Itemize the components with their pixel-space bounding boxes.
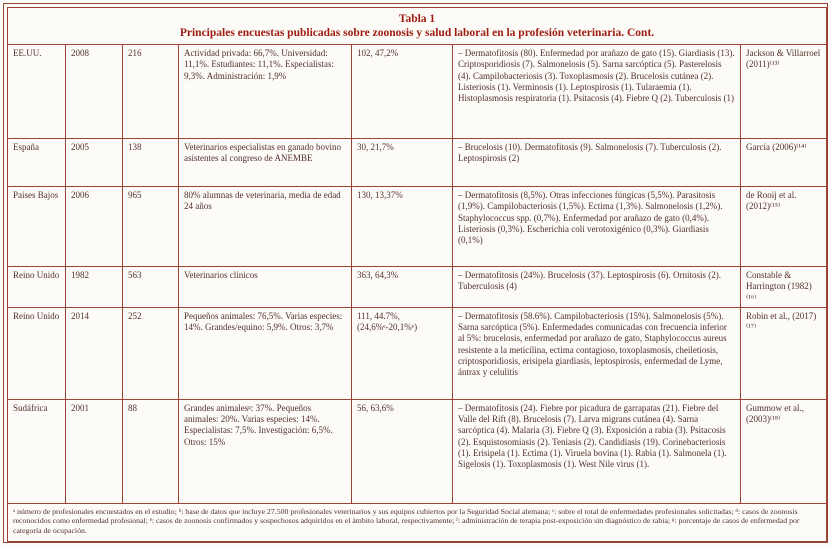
cell-n: 965 [123, 187, 179, 267]
cell-response: 30, 21,7% [352, 139, 453, 187]
table-number: Tabla 1 [398, 13, 436, 25]
zoonosis-survey-table [7, 7, 827, 542]
cell-reference: García (2006)⁽¹⁴⁾ [741, 139, 827, 187]
cell-response: 111, 44.7%, (24,6%ᵉ-20,1%ᵉ) [352, 307, 453, 399]
cell-reference: Jackson & Villarroel (2011)⁽¹³⁾ [741, 45, 827, 139]
cell-reference: Robin et al., (2017)⁽¹⁷⁾ [741, 307, 827, 399]
cell-response: 130, 13,37% [352, 187, 453, 267]
table-row [8, 307, 827, 399]
table-title-block [8, 8, 827, 45]
cell-reference: de Rooij et al. (2012)⁽¹⁵⁾ [741, 187, 827, 267]
cell-response: 56, 63,6% [352, 399, 453, 503]
cell-sample: 80% alumnas de veterinaria, media de edad 24 años [179, 187, 352, 267]
cell-findings: – Dermatofitosis (8,5%). Otras infecciones fúngicas (5,5%). Parasitosis (1,9%). Campilobacteriosis (1,5%). Ectima (1,3%). Salmonelosis (1,2%). Staphylococcus spp. (0,7%). Enfermedad por arañazo de gato (0,4%). Listeriosis (0,3%). Escherichia coli verotoxigénico (0,3%). Giardiasis (0,1%) [453, 187, 741, 267]
cell-findings: – Dermatofitosis (24). Fiebre por picadura de garrapatas (21). Fiebre del Valle del Rift (8). Brucelosis (7). Larva migrans cutánea (4). Sarna sarcóptica (4). Malaria (3). Fiebre Q (3). Exposición a rabia (3). Psitacosis (2). Esquistosomiasis (2). Teniasis (2). Candidiasis (19). Corinebacteriosis (1). Erisipela (1). Ectima (1). Viruela bovina (1). Rabia (1). Salmonela (1). Sigelosis (1). Toxoplasmosis (1). West Nile virus (1). [453, 399, 741, 503]
cell-n: 252 [123, 307, 179, 399]
cell-n: 88 [123, 399, 179, 503]
cell-sample: Veterinarios clínicos [179, 267, 352, 308]
cell-findings: – Dermatofitosis (80). Enfermedad por arañazo de gato (15). Giardiasis (13). Criptosporidiosis (7). Salmonelosis (5). Sarna sarcóptica (5). Pasterelosis (4). Campilobacteriosis (3). Toxoplasmosis (2). Brucelosis cutánea (2). Listeriosis (1). Verminosis (1). Leptospirosis (1). Tularaemia (1). Histoplasmosis respiratoria (1). Psitacosis (4). Fiebre Q (2). Tuberculosis (1) [453, 45, 741, 139]
paper-page [3, 3, 828, 543]
table-row [8, 267, 827, 308]
cell-country: Reino Unido [8, 267, 66, 308]
cell-country: EE.UU. [8, 45, 66, 139]
cell-n: 563 [123, 267, 179, 308]
cell-n: 138 [123, 139, 179, 187]
cell-n: 216 [123, 45, 179, 139]
cell-sample: Veterinarios especialistas en ganado bovino asistentes al congreso de ANEMBE [179, 139, 352, 187]
cell-reference: Constable & Harrington (1982) ⁽¹⁶⁾ [741, 267, 827, 308]
cell-country: Reino Unido [8, 307, 66, 399]
table-title: Principales encuestas publicadas sobre zoonosis y salud laboral en la profesión veterinaria. Cont. [179, 27, 655, 39]
cell-year: 2008 [66, 45, 123, 139]
cell-response: 363, 64,3% [352, 267, 453, 308]
cell-findings: – Dermatofitosis (24%). Brucelosis (37). Leptospirosis (6). Ornitosis (2). Tuberculosis (4) [453, 267, 741, 308]
cell-year: 2014 [66, 307, 123, 399]
cell-year: 2001 [66, 399, 123, 503]
cell-reference: Gummow et al., (2003)⁽¹⁸⁾ [741, 399, 827, 503]
cell-country: España [8, 139, 66, 187]
table-footnotes: ᵃ número de profesionales encuestados en el estudio; ᵇ: base de datos que incluye 27.500 profesionales veterinarios y sus equipos cubiertos por la Seguridad Social alemana; ᶜ: sobre el total de enfermedades profesionales solicitadas; ᵈ: casos de zoonosis reconocidos como enfermedad profesional; ᵉ: casos de zoonosis confirmados y sospechosos adquiridos en el ámbito laboral, respectivamente; ᶠ: administración de terapia post-exposición sin diagnóstico de rabia; ᵍ: porcentaje de casos de enfermedad por categoría de ocupación. [8, 503, 827, 541]
cell-sample: Pequeños animales: 76,5%. Varias especies: 14%. Grandes/equino: 5,9%. Otros: 3,7% [179, 307, 352, 399]
table-row [8, 399, 827, 503]
cell-response: 102, 47,2% [352, 45, 453, 139]
table-row [8, 45, 827, 139]
cell-sample: Actividad privada: 66,7%. Universidad: 11,1%. Estudiantes: 11,1%. Especialistas: 9,3%. Administración: 1,9% [179, 45, 352, 139]
cell-sample: Grandes animalesᵍ: 37%. Pequeños animales: 20%. Varias especies: 14%. Especialistas: 7,5%. Investigación: 6,5%. Otros: 15% [179, 399, 352, 503]
cell-year: 2005 [66, 139, 123, 187]
table-row [8, 139, 827, 187]
cell-year: 1982 [66, 267, 123, 308]
table-row [8, 187, 827, 267]
cell-findings: – Dermatofitosis (58.6%). Campilobacteriosis (15%). Salmonelosis (5%). Sarna sarcóptica (5%). Enfermedades comunicadas con frecuencia inferior al 5%: brucelosis, enfermedad por arañazo de gato, Staphylococcus aureus resistente a la meticilina, ectima contagioso, toxoplasmosis, cheiletiosis, criptosporidiosis, erisipela giardiasis, leptospirosis, enfermedad de Lyme, ántrax y celulitis [453, 307, 741, 399]
cell-year: 2006 [66, 187, 123, 267]
cell-findings: – Brucelosis (10). Dermatofitosis (9). Salmonelosis (7). Tuberculosis (2). Leptospirosis (2) [453, 139, 741, 187]
cell-country: Países Bajos [8, 187, 66, 267]
cell-country: Sudáfrica [8, 399, 66, 503]
